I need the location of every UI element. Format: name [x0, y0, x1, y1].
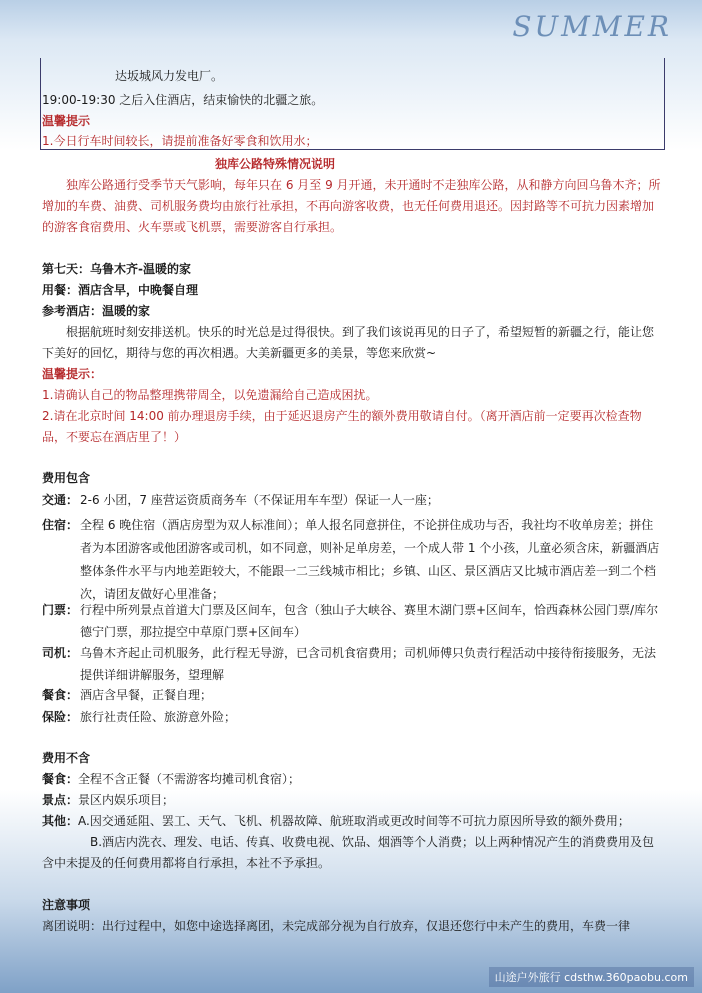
- included-item-meals: [42, 685, 664, 706]
- included-value: 全程 6 晚住宿（酒店房型为双人标准间）；单人报名同意拼住，不论拼住成功与否，我社均不收单房差；拼住者为本团游客或他团游客或司机，如不同意，则补足单房差，一个成人带 1 个小孩，儿童必须含床，新疆酒店整体条件水平与内地差距较大，不能跟一二三线城市相比；乡镇、山区、景区酒店又比城市酒店差一到二个档次，请团友做好心里准备；: [80, 518, 660, 601]
- day7-desc: 根据航班时刻安排送机。快乐的时光总是过得很快。到了我们该说再见的日子了，希望短暂的新疆之行，能让您下美好的回忆，期待与您的再次相遇。大美新疆更多的美景，等您来欣赏~: [42, 325, 655, 360]
- included-value: 旅行社责任险、旅游意外险；: [80, 710, 237, 724]
- excluded-meal-value: 全程不含正餐（不需游客均摊司机食宿）；: [78, 772, 301, 786]
- included-value: 2-6 小团，7 座营运资质商务车（不保证用车车型）保证一人一座；: [80, 493, 439, 507]
- dushan-text: 独库公路通行受季节天气影响，每年只在 6 月至 9 月开通，未开通时不走独库公路，从和静方向回乌鲁木齐；所增加的车费、油费、司机服务费均由旅行社承担，不再向游客收费，也无任何费用退还。因封路等不可抗力因素增加的游客食宿费用、火车票或飞机票，需要游客自行承担。: [42, 178, 661, 234]
- excluded-scenic-value: 景区内娱乐项目；: [78, 793, 175, 807]
- box-line-1: 达坂城风力发电厂。: [115, 69, 224, 83]
- box-tip-title: 温馨提示: [42, 114, 91, 128]
- footer-watermark: 山途户外旅行 cdsthw.360paobu.com: [489, 967, 694, 987]
- included-item-tickets: [42, 599, 664, 643]
- notes-title: 注意事项: [42, 898, 91, 912]
- included-key: 住宿：: [42, 518, 79, 532]
- included-item-lodging: [42, 514, 664, 606]
- included-value: 行程中所列景点首道大门票及区间车，包含（独山子大峡谷、赛里木湖门票+区间车，恰西森林公园门票/库尔德宁门票，那拉提空中草原门票+区间车）: [80, 603, 659, 639]
- included-value: 酒店含早餐，正餐自理；: [80, 688, 213, 702]
- included-item-insurance: [42, 707, 664, 728]
- excluded-scenic: [42, 790, 174, 810]
- excluded-other-key: 其他：: [42, 814, 79, 828]
- day7-tip-2: 2.请在北京时间 14:00 前办理退房手续，由于延迟退房产生的额外费用敬请自付。（离开酒店前一定要再次检查物品，不要忘在酒店里了！）: [42, 409, 642, 444]
- excluded-title: 费用不含: [42, 751, 91, 765]
- included-title: 费用包含: [42, 471, 91, 485]
- included-value: 乌鲁木齐起止司机服务，此行程无导游，已含司机食宿费用；司机师傅只负责行程活动中接待衔接服务，无法提供详细讲解服务，望理解: [80, 646, 657, 682]
- excluded-meal-key: 餐食：: [42, 772, 79, 786]
- included-key: 交通：: [42, 493, 79, 507]
- included-key: 餐食：: [42, 688, 79, 702]
- brand-logo: SUMMER: [512, 10, 672, 43]
- dushan-title: 独库公路特殊情况说明: [215, 157, 336, 171]
- excluded-other-b: B.酒店内洗衣、理发、电话、传真、收费电视、饮品、烟酒等个人消费；以上两种情况产生的消费费用及包含中未提及的任何费用都将自行承担，本社不予承担。: [42, 835, 655, 870]
- excluded-meal: [42, 769, 300, 789]
- included-key: 司机：: [42, 646, 79, 660]
- day7-tip-title: 温馨提示：: [42, 367, 103, 381]
- notes-text: 离团说明：出行过程中，如您中途选择离团，未完成部分视为自行放弃，仅退还您行中未产生的费用，车费一律: [42, 919, 631, 933]
- included-key: 门票：: [42, 603, 79, 617]
- included-key: 保险：: [42, 710, 79, 724]
- day7-meal: 用餐：酒店含早，中晚餐自理: [42, 283, 199, 297]
- box-tip-text: 1.今日行车时间较长，请提前准备好零食和饮用水；: [42, 134, 318, 148]
- day7-hotel: 参考酒店：温暖的家: [42, 304, 151, 318]
- day7-title: 第七天：乌鲁木齐-温暖的家: [42, 262, 191, 276]
- included-item-transport: [42, 490, 664, 511]
- excluded-other-a: A.因交通延阻、罢工、天气、飞机、机器故障、航班取消或更改时间等不可抗力原因所导致的额外费用；: [78, 814, 630, 828]
- included-item-driver: [42, 642, 664, 686]
- excluded-scenic-key: 景点：: [42, 793, 79, 807]
- box-line-2: 19:00-19:30 之后入住酒店，结束愉快的北疆之旅。: [42, 93, 324, 107]
- day7-tip-1: 1.请确认自己的物品整理携带周全，以免遗漏给自己造成困扰。: [42, 388, 378, 402]
- excluded-other: [42, 811, 630, 831]
